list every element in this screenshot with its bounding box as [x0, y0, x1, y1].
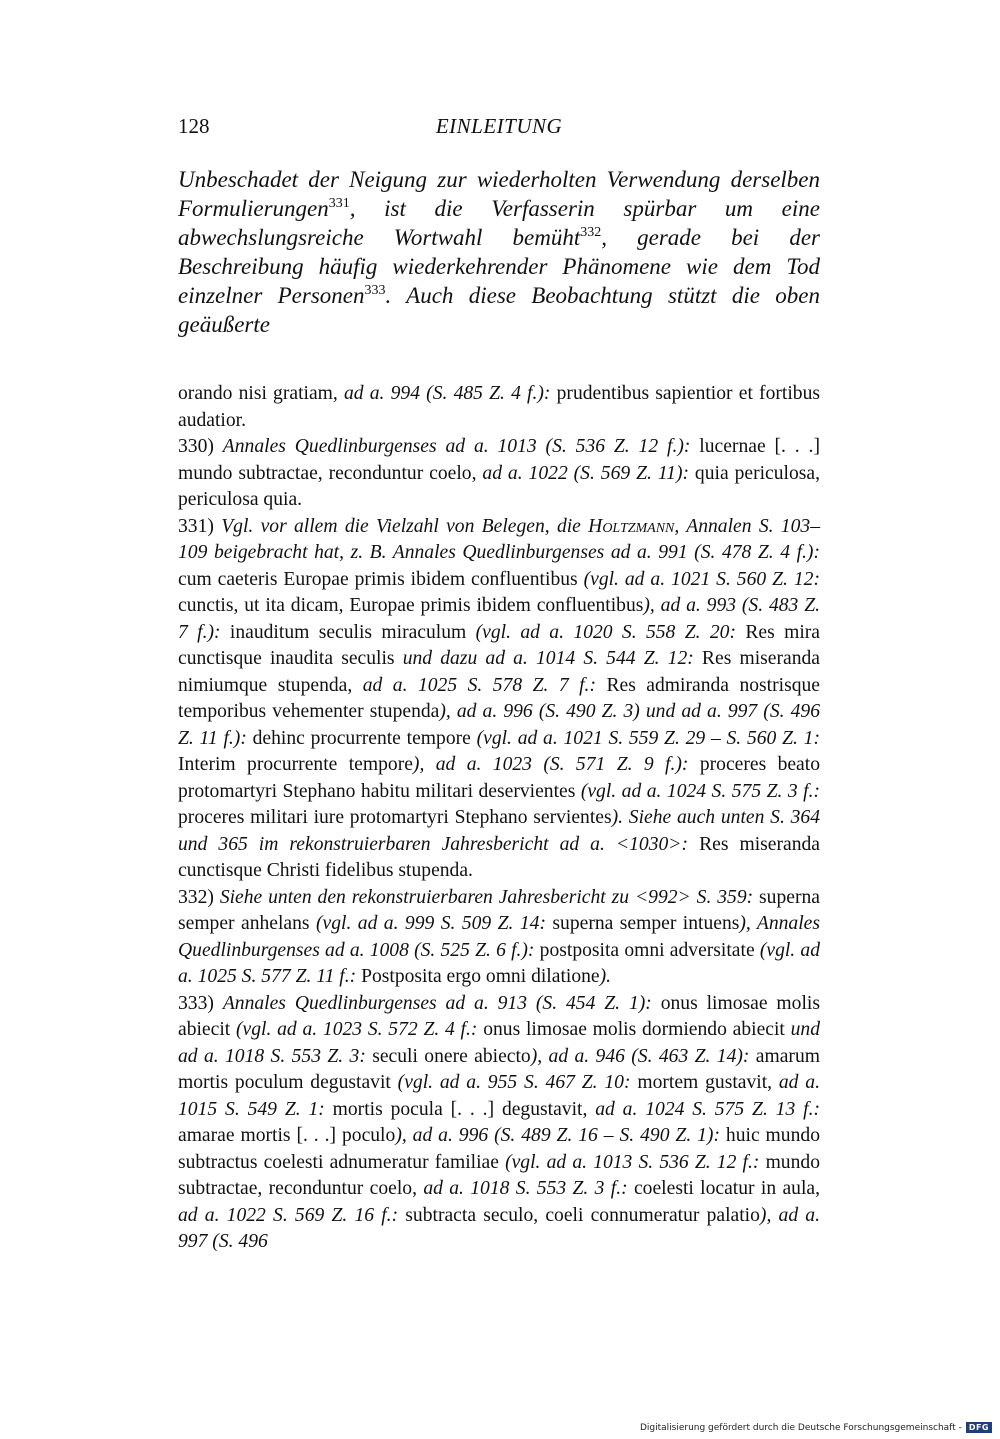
- footnotes: [178, 381, 820, 1256]
- running-title: EINLEITUNG: [435, 114, 563, 138]
- footnote-332: [178, 885, 820, 991]
- footnote-text: (vgl. ad a. 1020 S. 558 Z. 20:: [475, 621, 736, 643]
- footnote-text: Res admiranda nostrisque temporibus vehementer stupenda: [178, 674, 820, 722]
- footnote-ref[interactable]: 331: [328, 196, 350, 211]
- footnote-text: und ad a. 1018 S. 553 Z. 3:: [178, 1019, 820, 1067]
- footnote-text: (vgl. ad a. 999 S. 509 Z. 14:: [315, 913, 546, 934]
- footnote-text: ), Annales Quedlinburgenses ad a. 1008 (S. 525 Z. 6 f.):: [178, 913, 820, 961]
- dfg-logo-icon: DFG: [966, 1422, 992, 1433]
- footnote-text: Holtzmann: [588, 515, 675, 537]
- footnote-ref[interactable]: 333: [364, 283, 386, 298]
- body-text: , ist die Verfasserin spürbar um eine abwechslungsreiche Wortwahl bemüht: [178, 196, 820, 250]
- footnote-text: 331): [178, 515, 222, 537]
- footnote-text: ad a. 1024 S. 575 Z. 13 f.:: [595, 1098, 820, 1120]
- footer-text: Digitalisierung gefördert durch die Deutsche Forschungsgemeinschaft -: [639, 1422, 962, 1433]
- footnote-text: postposita omni adversitate: [534, 939, 760, 961]
- footnote-continuation: [178, 381, 820, 434]
- footnote-text: ad a. 1015 S. 549 Z. 1:: [178, 1072, 820, 1120]
- body-text: Unbeschadet der Neigung zur wiederholten Verwendung derselben Formulierungen: [178, 167, 820, 221]
- footnote-text: Vgl. vor allem die Vielzahl von Belegen, die: [221, 515, 589, 537]
- footnote-text: 333): [178, 992, 223, 1014]
- footnote-text: mortem gustavit,: [630, 1072, 779, 1093]
- footnote-text: lucernae [. . .] mundo subtractae, reconduntur coelo,: [178, 436, 820, 484]
- footnote-text: (vgl. ad a. 1021 S. 559 Z. 29 – S. 560 Z. 1:: [476, 727, 820, 749]
- footnote-ref[interactable]: 332: [580, 225, 602, 240]
- footnote-text: Res mira cunctisque inaudita seculis: [178, 621, 820, 669]
- footnote-331: [178, 514, 820, 885]
- footnote-text: (vgl. ad a. 1023 S. 572 Z. 4 f.:: [235, 1019, 478, 1040]
- footnote-text: Res miseranda nimiumque stupenda,: [178, 648, 820, 696]
- footnote-text: (vgl. ad a. 955 S. 467 Z. 10:: [397, 1072, 631, 1093]
- footnote-text: ). Siehe auch unten S. 364 und 365 im rekonstruierbaren Jahresbericht ad a. <1030>:: [178, 807, 820, 855]
- main-paragraph: [178, 165, 820, 339]
- footnote-text: ad a. 1018 S. 553 Z. 3 f.:: [423, 1178, 628, 1199]
- footnote-text: , Annalen S. 103–109 beigebracht hat, z. B. Annales Quedlinburgenses ad a. 991 (S. 478 Z. 4 f.):: [178, 515, 820, 563]
- footnote-text: proceres beato protomartyri Stephano habitu militari deservientes: [178, 754, 820, 802]
- footnote-text: coelesti locatur in aula,: [627, 1178, 820, 1199]
- footnote-text: ), ad a. 996 (S. 489 Z. 16 – S. 490 Z. 1):: [395, 1125, 720, 1146]
- footnote-text: cum caeteris Europae primis ibidem confluentibus: [178, 568, 584, 590]
- footnote-text: Postposita ergo omni dilatione: [356, 966, 600, 987]
- footnote-text: orando nisi gratiam,: [178, 383, 344, 404]
- footnote-text: ad a. 994 (S. 485 Z. 4 f.):: [343, 383, 551, 404]
- footnote-330: [178, 434, 820, 514]
- footnote-text: ad a. 1025 S. 578 Z. 7 f.:: [362, 674, 596, 696]
- footnote-text: mundo subtractae, reconduntur coelo,: [178, 1151, 820, 1199]
- footnote-text: Annales Quedlinburgenses ad a. 913 (S. 454 Z. 1):: [222, 992, 652, 1014]
- footnote-text: superna semper intuens: [545, 913, 740, 934]
- footnote-text: ad a. 1022 (S. 569 Z. 11):: [482, 462, 690, 484]
- footnote-text: onus limosae molis dormiendo abiecit: [477, 1019, 791, 1040]
- footnote-text: ), ad a. 1023 (S. 571 Z. 9 f.):: [412, 754, 689, 775]
- footnote-text: und dazu ad a. 1014 S. 544 Z. 12:: [402, 648, 694, 669]
- footnote-text: mortis pocula [. . .] degustavit,: [324, 1098, 596, 1120]
- footnote-text: (vgl. ad a. 1024 S. 575 Z. 3 f.:: [580, 780, 820, 802]
- footnote-text: huic mundo subtractus coelesti adnumeratur familiae: [178, 1125, 820, 1173]
- body-text: . Auch diese Beobachtung stützt die oben geäußerte: [178, 283, 820, 337]
- footnote-text: inauditum seculis miraculum: [220, 621, 476, 643]
- footnote-text: amarae mortis [. . .] poculo: [178, 1125, 396, 1146]
- footnote-text: ), ad a. 997 (S. 496: [178, 1204, 821, 1252]
- footnote-text: Res miseranda cunctisque Christi fidelibus stupenda.: [178, 833, 820, 881]
- footnote-text: amarum mortis poculum degustavit: [178, 1045, 820, 1093]
- body-text: , gerade bei der Beschreibung häufig wiederkehrender Phänomene wie dem Tod einzelner Personen: [178, 225, 820, 308]
- footnote-text: proceres militari iure protomartyri Stephano servientes: [178, 807, 612, 828]
- footnote-text: Siehe unten den rekonstruierbaren Jahresbericht zu <992> S. 359:: [219, 886, 754, 908]
- footnote-text: (vgl. ad a. 1013 S. 536 Z. 12 f.:: [505, 1151, 760, 1173]
- digitization-footer: [640, 1422, 992, 1433]
- footnote-333: [178, 991, 820, 1256]
- footnote-text: Annales Quedlinburgenses ad a. 1013 (S. 536 Z. 12 f.):: [222, 436, 691, 457]
- footnote-text: dehinc procurrente tempore: [246, 727, 477, 749]
- footnote-text: onus limosae molis abiecit: [178, 992, 820, 1040]
- footnote-text: superna semper anhelans: [178, 886, 820, 934]
- footnote-text: subtracta seculo, coeli connumeratur palatio: [398, 1204, 760, 1226]
- footnote-text: ), ad a. 946 (S. 463 Z. 14):: [530, 1045, 750, 1067]
- footnote-text: quia periculosa, periculosa quia.: [178, 462, 821, 510]
- footnote-text: 330): [178, 436, 223, 457]
- page-number: 128: [178, 114, 210, 138]
- footnote-text: Interim procurrente tempore: [178, 754, 413, 775]
- footnote-text: prudentibus sapientior et fortibus audatior.: [178, 383, 821, 431]
- footnote-text: ad a. 1022 S. 569 Z. 16 f.:: [178, 1204, 399, 1226]
- footnote-text: ), ad a. 996 (S. 490 Z. 3) und ad a. 997 (S. 496 Z. 11 f.):: [178, 701, 820, 749]
- footnote-text: 332): [178, 886, 220, 908]
- footnote-text: (vgl. ad a. 1021 S. 560 Z. 12:: [583, 568, 820, 590]
- footnote-text: cunctis, ut ita dicam, Europae primis ibidem confluentibus: [178, 595, 644, 616]
- footnote-text: ), ad a. 993 (S. 483 Z. 7 f.):: [178, 595, 821, 643]
- page-header: [178, 114, 820, 144]
- footnote-text: ).: [599, 966, 612, 987]
- footnote-text: seculi onere abiecto: [365, 1045, 531, 1067]
- footnote-text: (vgl. ad a. 1025 S. 577 Z. 11 f.:: [178, 939, 820, 987]
